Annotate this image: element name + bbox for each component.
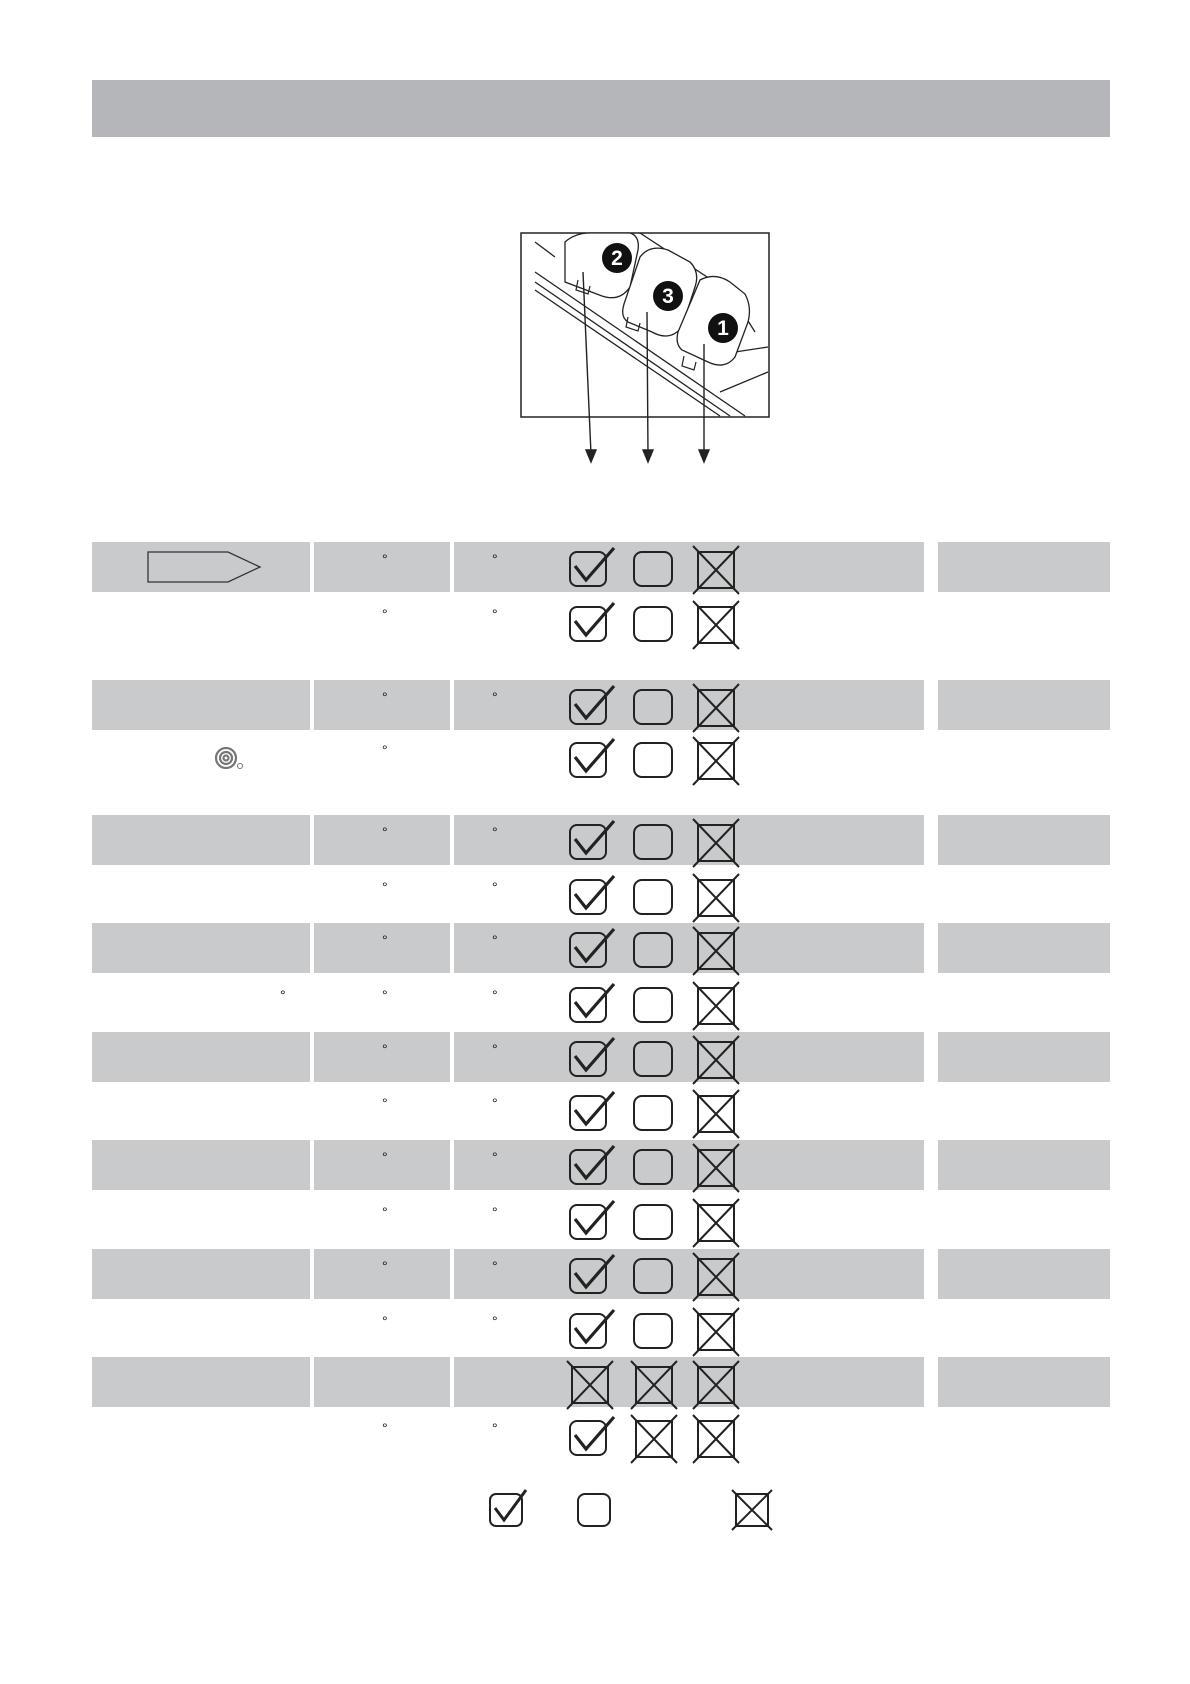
arrow-tag-icon — [148, 552, 260, 582]
temp-degree-1: ° — [382, 879, 388, 895]
temp-degree-1: ° — [382, 1095, 388, 1111]
legend-empty-box-icon — [578, 1494, 610, 1526]
cross-icon — [693, 1144, 739, 1192]
row-marks — [92, 870, 1110, 930]
header-bar — [92, 80, 1110, 137]
row-marks — [92, 1195, 1110, 1255]
empty-box-icon — [634, 552, 672, 586]
cross-icon — [631, 1361, 677, 1409]
row-marks — [92, 542, 1110, 602]
temp-degree-2: ° — [492, 1041, 498, 1057]
check-icon — [570, 1146, 614, 1184]
cross-icon — [693, 927, 739, 975]
row-marks — [92, 1304, 1110, 1364]
cross-icon — [693, 1361, 739, 1409]
temp-degree-1: ° — [382, 1149, 388, 1165]
row-marks — [92, 978, 1110, 1038]
compartment-3-badge — [653, 281, 683, 311]
temp-degree-2: ° — [492, 824, 498, 840]
cross-icon — [693, 1308, 739, 1356]
compartment-2-label: 2 — [611, 247, 623, 270]
compartment-2-badge — [602, 243, 632, 273]
check-icon — [570, 1092, 614, 1130]
empty-box-icon — [634, 743, 672, 777]
check-icon — [570, 548, 614, 586]
cross-icon — [693, 819, 739, 867]
temp-degree-1: ° — [382, 987, 388, 1003]
check-icon — [570, 603, 614, 641]
check-icon — [570, 1255, 614, 1293]
cross-icon — [693, 1036, 739, 1084]
table-row — [92, 597, 1110, 647]
temp-degree-2: ° — [492, 1420, 498, 1436]
temp-degree-2: ° — [492, 879, 498, 895]
compartment-3-label: 3 — [662, 285, 674, 308]
cross-icon — [693, 1415, 739, 1463]
table-row — [92, 870, 1110, 920]
temp-degree-2: ° — [492, 1149, 498, 1165]
row-marks — [92, 1032, 1110, 1092]
empty-box-icon — [634, 825, 672, 859]
row-marks — [92, 733, 1110, 793]
check-icon — [570, 739, 614, 777]
cross-icon — [693, 1253, 739, 1301]
row-marks — [92, 680, 1110, 740]
empty-box-icon — [634, 1205, 672, 1239]
table-row — [92, 1411, 1110, 1461]
empty-box-icon — [634, 1314, 672, 1348]
temp-degree-1: ° — [382, 1258, 388, 1274]
table-row — [92, 680, 1110, 730]
legend — [0, 1480, 1190, 1540]
table-row — [92, 542, 1110, 592]
cross-icon — [567, 1361, 613, 1409]
temp-degree-1: ° — [382, 1204, 388, 1220]
temp-degree-1: ° — [382, 932, 388, 948]
check-icon — [570, 1038, 614, 1076]
table-row — [92, 1086, 1110, 1136]
row-marks — [92, 923, 1110, 983]
cross-icon — [631, 1415, 677, 1463]
cross-icon — [693, 1090, 739, 1138]
cross-icon — [693, 1199, 739, 1247]
temp-degree-1: ° — [382, 742, 388, 758]
row-marks — [92, 1357, 1110, 1417]
table-row — [92, 1032, 1110, 1082]
empty-box-icon — [634, 1150, 672, 1184]
lead-degree: ° — [280, 987, 286, 1003]
check-icon — [570, 1417, 614, 1455]
empty-box-icon — [634, 1042, 672, 1076]
cross-icon — [693, 684, 739, 732]
row-marks — [92, 1086, 1110, 1146]
row-marks — [92, 1411, 1110, 1471]
check-icon — [570, 1201, 614, 1239]
temp-degree-1: ° — [382, 1041, 388, 1057]
check-icon — [570, 1310, 614, 1348]
temp-degree-2: ° — [492, 932, 498, 948]
temp-degree-2: ° — [492, 606, 498, 622]
temp-degree-1: ° — [382, 824, 388, 840]
temp-degree-1: ° — [382, 551, 388, 567]
temp-degree-1: ° — [382, 689, 388, 705]
temp-degree-2: ° — [492, 689, 498, 705]
empty-box-icon — [634, 988, 672, 1022]
temp-degree-1: ° — [382, 1313, 388, 1329]
cross-icon — [693, 601, 739, 649]
cross-icon — [693, 982, 739, 1030]
legend-check-icon — [490, 1490, 526, 1526]
empty-box-icon — [634, 690, 672, 724]
check-icon — [570, 821, 614, 859]
check-icon — [570, 686, 614, 724]
table-row — [92, 1140, 1110, 1190]
check-icon — [570, 984, 614, 1022]
legend-cross-icon — [732, 1490, 772, 1530]
check-icon — [570, 876, 614, 914]
row-marks — [92, 815, 1110, 875]
table-row — [92, 1357, 1110, 1407]
table-row — [92, 1249, 1110, 1299]
empty-box-icon — [634, 880, 672, 914]
temp-degree-1: ° — [382, 606, 388, 622]
temp-degree-2: ° — [492, 987, 498, 1003]
compartment-1-label: 1 — [717, 317, 729, 340]
cross-icon — [693, 546, 739, 594]
temp-degree-2: ° — [492, 1258, 498, 1274]
temp-degree-1: ° — [382, 1420, 388, 1436]
detergent-drawer-diagram — [520, 232, 780, 464]
table-row — [92, 923, 1110, 973]
table-row — [92, 978, 1110, 1028]
cross-icon — [693, 737, 739, 785]
table-row — [92, 1304, 1110, 1354]
empty-box-icon — [634, 607, 672, 641]
empty-box-icon — [634, 1259, 672, 1293]
wool-mark-icon — [216, 748, 243, 769]
table-row — [92, 1195, 1110, 1245]
row-marks — [92, 1140, 1110, 1200]
temp-degree-2: ° — [492, 1095, 498, 1111]
table-row — [92, 815, 1110, 865]
row-marks — [92, 597, 1110, 657]
compartment-1-badge — [708, 313, 738, 343]
temp-degree-2: ° — [492, 1204, 498, 1220]
temp-degree-2: ° — [492, 551, 498, 567]
empty-box-icon — [634, 933, 672, 967]
temp-degree-2: ° — [492, 1313, 498, 1329]
cross-icon — [693, 874, 739, 922]
empty-box-icon — [634, 1096, 672, 1130]
table-row — [92, 733, 1110, 783]
row-marks — [92, 1249, 1110, 1309]
check-icon — [570, 929, 614, 967]
